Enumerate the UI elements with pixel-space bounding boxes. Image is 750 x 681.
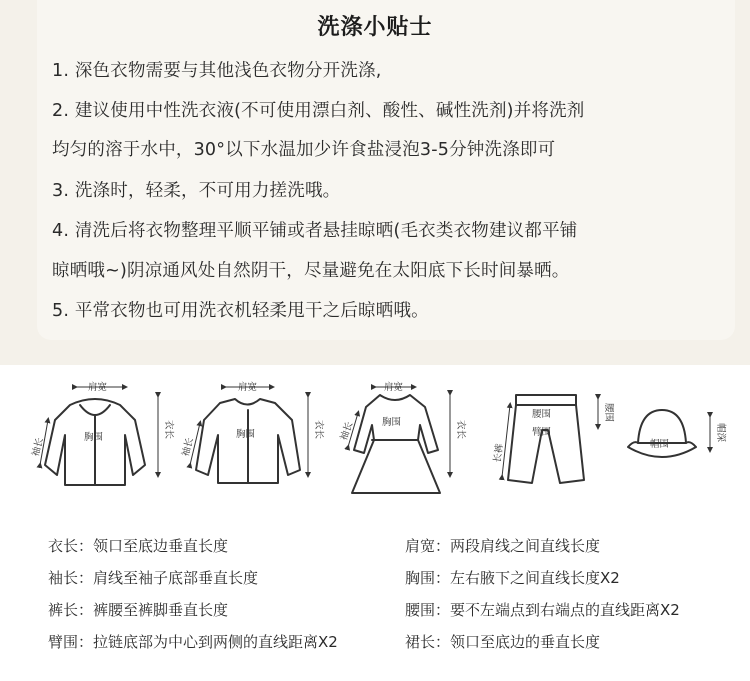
label-sleeve-1: 袖长 bbox=[30, 436, 46, 458]
def-chest: 胸围：左右腋下之间直线长度X2 bbox=[405, 569, 620, 587]
label-waist-side: 腰围 bbox=[603, 403, 614, 423]
label-waist: 腰围 bbox=[532, 409, 552, 420]
label-shoulder-1: 肩宽 bbox=[88, 382, 108, 393]
label-length-3: 衣长 bbox=[455, 420, 466, 440]
label-chest-3: 胸围 bbox=[382, 417, 402, 428]
def-length: 衣长：领口至底边垂直长度 bbox=[48, 537, 229, 555]
page-title: 洗涤小贴士 bbox=[317, 15, 433, 40]
tip-line-1: 1. 深色衣物需要与其他浅色衣物分开洗涤, bbox=[52, 61, 382, 81]
def-pants: 裤长：裤腰至裤脚垂直长度 bbox=[48, 601, 229, 619]
dress-icon bbox=[352, 395, 440, 493]
label-hat-depth: 帽深 bbox=[715, 423, 726, 443]
label-shoulder-2: 肩宽 bbox=[238, 382, 258, 393]
label-arm: 臂围 bbox=[532, 427, 552, 438]
tip-line-5: 5. 平常衣物也可用洗衣机轻柔甩干之后晾晒哦。 bbox=[52, 301, 429, 321]
label-length-2: 衣长 bbox=[313, 420, 324, 440]
tip-line-4b: 晾晒哦~)阴凉通风处自然阴干，尽量避免在太阳底下长时间暴晒。 bbox=[52, 261, 570, 281]
label-chest-1: 胸围 bbox=[84, 432, 104, 443]
label-pants-length: 长裤 bbox=[492, 443, 506, 464]
def-waist: 腰围：要不左端点到右端点的直线距离X2 bbox=[405, 601, 680, 619]
tips-card bbox=[37, 0, 735, 340]
label-sleeve-2: 袖长 bbox=[180, 436, 196, 458]
label-length-1: 衣长 bbox=[163, 420, 174, 440]
tip-line-4: 4. 清洗后将衣物整理平顺平铺或者悬挂晾晒(毛衣类衣物建议都平铺 bbox=[52, 221, 578, 241]
label-sleeve-3: 袖长 bbox=[338, 420, 356, 443]
label-shoulder-3: 肩宽 bbox=[384, 382, 404, 393]
tip-line-2: 2. 建议使用中性洗衣液(不可使用漂白剂、酸性、碱性洗剂)并将洗剂 bbox=[52, 101, 585, 121]
garment-diagrams bbox=[0, 365, 750, 515]
tip-line-3: 3. 洗涤时，轻柔，不可用力搓洗哦。 bbox=[52, 181, 341, 201]
label-chest-2: 胸围 bbox=[236, 429, 256, 440]
tip-line-2b: 均匀的溶于水中，30°以下水温加少许食盐浸泡3-5分钟洗涤即可 bbox=[52, 140, 556, 160]
def-skirt: 裙长：领口至底边的垂直长度 bbox=[405, 633, 601, 651]
jacket-icon bbox=[196, 399, 300, 483]
def-sleeve: 袖长：肩线至袖子底部垂直长度 bbox=[48, 569, 259, 587]
label-hat-circ: 帽围 bbox=[650, 439, 670, 450]
def-shoulder: 肩宽：两段肩线之间直线长度 bbox=[405, 537, 601, 555]
def-arm: 臂围：拉链底部为中心到两侧的直线距离X2 bbox=[48, 633, 338, 651]
